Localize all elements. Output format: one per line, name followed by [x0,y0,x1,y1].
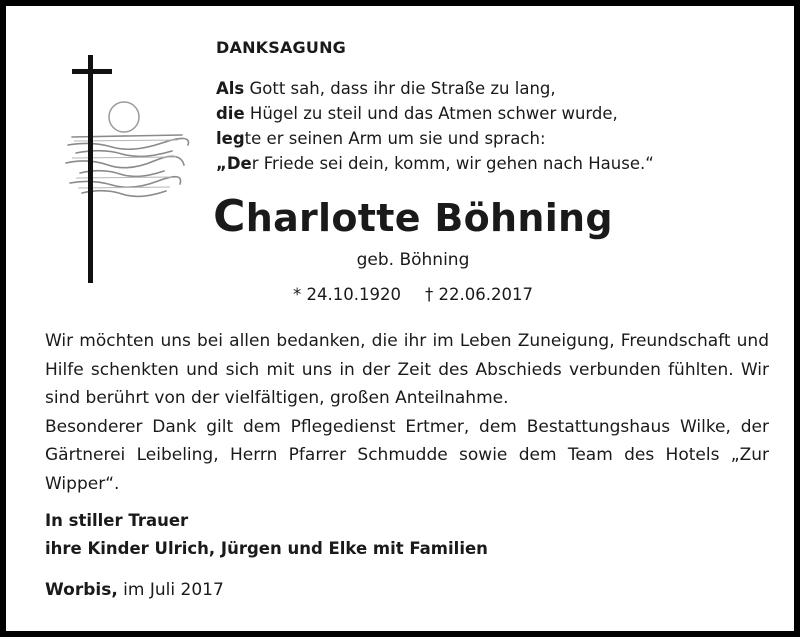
poem-line [216,151,654,176]
maiden-name: geb. Böhning [356,250,470,270]
poem-line-lead: Als [216,79,245,98]
deceased-name-rest: harlotte Böhning [245,196,613,240]
poem-line-lead: leg [216,129,245,148]
death-date: † 22.06.2017 [425,285,533,304]
poem-line [216,76,654,101]
deceased-name-initial: C [213,191,246,242]
poem-line [216,126,654,151]
deceased-name [0,191,800,242]
birth-date: * 24.10.1920 [293,285,401,304]
thanks-paragraph: Wir möchten uns bei allen bedanken, die ihr im Leben Zuneigung, Freundschaft und Hilfe schenkten und sich mit uns in der Zeit des Abschieds verbunden fühlten. Wir sind berührt von der vielfältigen, großen Anteilnahme. [45,331,769,408]
signature-mourners: ihre Kinder Ulrich, Jürgen und Elke mit Familien [45,539,488,558]
signature-line: In stiller Trauer [45,511,189,530]
poem-line-text: r Friede sei dein, komm, wir gehen nach Hause.“ [251,154,654,173]
date: im Juli 2017 [117,580,224,600]
life-dates [0,285,800,304]
poem-line-lead: die [216,104,245,123]
place: Worbis, [45,580,118,600]
poem-line-text: te er seinen Arm um sie und sprach: [244,129,546,148]
poem-line-lead: „De [216,154,252,173]
poem-line-text: Gott sah, dass ihr die Straße zu lang, [244,79,556,98]
thanks-paragraph: Besonderer Dank gilt dem Pflegedienst Ertmer, dem Bestattungshaus Wilke, der Gärtnerei Leibeling, Herrn Pfarrer Schmudde sowie dem Team des Hotels „Zur Wipper“. [45,416,769,494]
thanks-text [45,327,769,498]
notice-heading: DANKSAGUNG [216,38,347,57]
poem-line-text: Hügel zu steil und das Atmen schwer wurde, [244,104,618,123]
poem-line [216,101,654,126]
place-and-date [45,580,224,600]
poem [216,76,654,176]
